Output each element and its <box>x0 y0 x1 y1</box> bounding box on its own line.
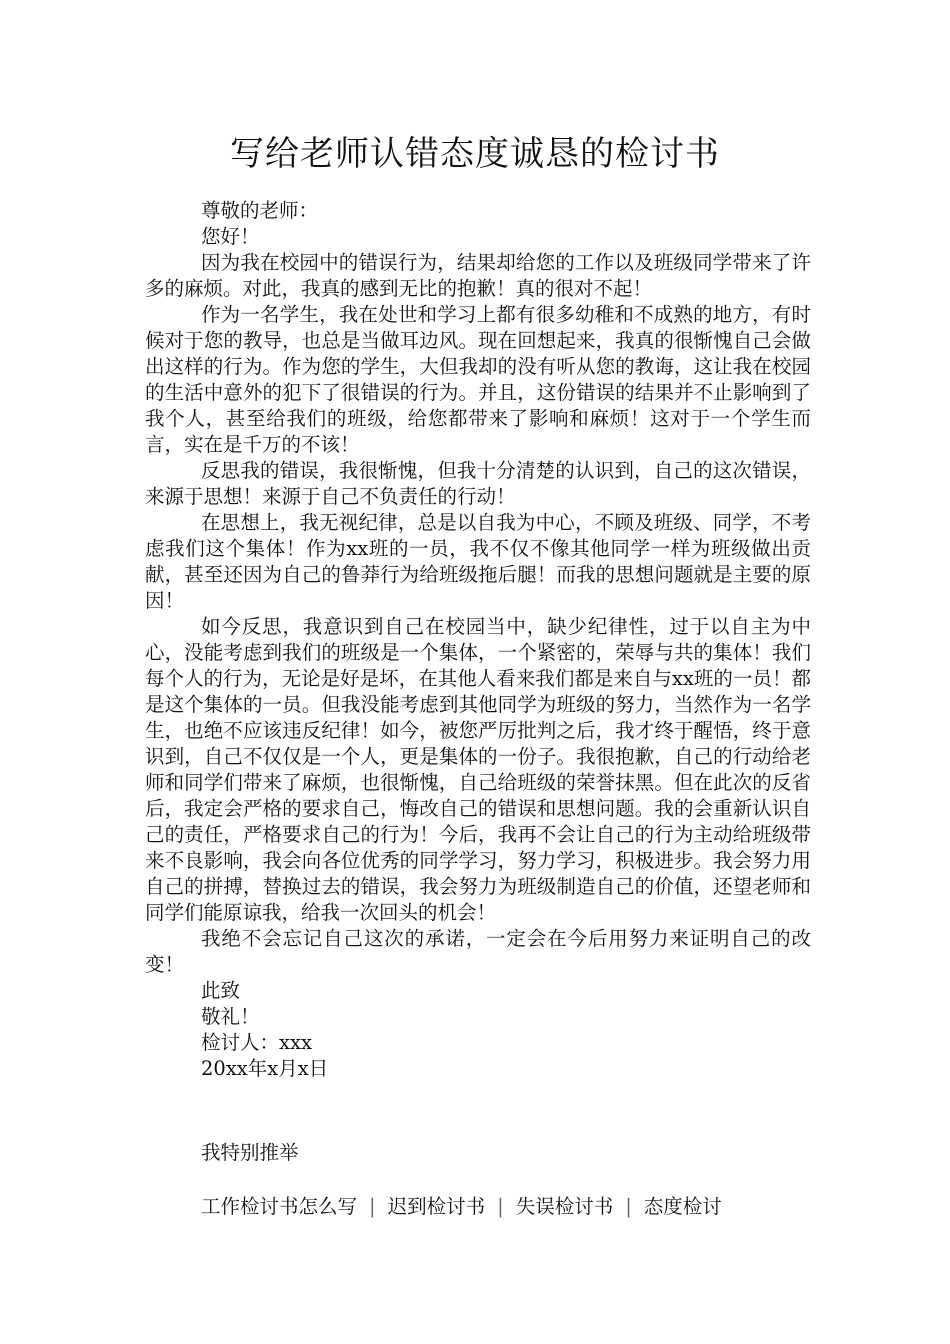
recommend-link[interactable]: 工作检讨书怎么写 <box>201 1195 358 1218</box>
paragraph: 作为一名学生，我在处世和学习上都有很多幼稚和不成熟的地方，有时候对于您的教导，也总是当做耳边风。现在回想起来，我真的很惭愧自己会做出这样的行为。作为您的学生，大但我却的没有听从您的教诲，这让我在校园的生活中意外的犯下了很错误的行为。并且，这份错误的结果并不止影响到了我个人，甚至给我们的班级，给您都带来了影响和麻烦！这对于一个学生而言，实在是千万的不该！ <box>145 303 811 456</box>
paragraph: 我绝不会忘记自己这次的承诺，一定会在今后用努力来证明自己的改变！ <box>145 927 811 976</box>
recommend-link[interactable]: 迟到检讨书 <box>387 1195 486 1218</box>
paragraph: 因为我在校园中的错误行为，结果却给您的工作以及班级同学带来了许多的麻烦。对此，我真的感到无比的抱歉！真的很对不起！ <box>145 251 811 300</box>
paragraph: 在思想上，我无视纪律，总是以自我为中心，不顾及班级、同学，不考虑我们这个集体！作为xx班的一员，我不仅不像其他同学一样为班级做出贡献，甚至还因为自己的鲁莽行为给班级拖后腿！而我的思想问题就是主要的原因！ <box>145 511 811 612</box>
recommend-link[interactable]: 态度检讨 <box>643 1195 722 1218</box>
closing-line: 此致 <box>201 979 241 1002</box>
document-body <box>145 198 811 1082</box>
salutation: 尊敬的老师： <box>201 199 319 222</box>
greeting: 您好！ <box>201 225 260 248</box>
signer: 检讨人：xxx <box>201 1031 312 1054</box>
link-separator: | <box>625 1195 632 1218</box>
recommend-links <box>201 1194 722 1220</box>
paragraph: 反思我的错误，我很惭愧，但我十分清楚的认识到，自己的这次错误，来源于思想！来源于自己不负责任的行动！ <box>145 459 811 508</box>
link-separator: | <box>369 1195 376 1218</box>
recommend-link[interactable]: 失误检讨书 <box>515 1195 614 1218</box>
link-separator: | <box>497 1195 504 1218</box>
recommend-heading: 我特别推举 <box>201 1141 299 1164</box>
closing-salute: 敬礼！ <box>201 1005 260 1028</box>
date: 20xx年x月x日 <box>201 1057 329 1080</box>
document-title: 写给老师认错态度诚恳的检讨书 <box>230 134 720 174</box>
paragraph: 如今反思，我意识到自己在校园当中，缺少纪律性，过于以自主为中心，没能考虑到我们的班级是一个集体，一个紧密的，荣辱与共的集体！我们每个人的行为，无论是好是坏，在其他人看来我们都是来自与xx班的一员！都是这个集体的一员。但我没能考虑到其他同学为班级的努力，当然作为一名学生，也绝不应该违反纪律！如今，被您严厉批判之后，我才终于醒悟，终于意识到，自己不仅仅是一个人，更是集体的一份子。我很抱歉，自己的行动给老师和同学们带来了麻烦，也很惭愧，自己给班级的荣誉抹黑。但在此次的反省后，我定会严格的要求自己，悔改自己的错误和思想问题。我的会重新认识自己的责任，严格要求自己的行为！今后，我再不会让自己的行为主动给班级带来不良影响，我会向各位优秀的同学学习，努力学习，积极进步。我会努力用自己的拼搏，替换过去的错误，我会努力为班级制造自己的价值，还望老师和同学们能原谅我，给我一次回头的机会！ <box>145 615 811 924</box>
